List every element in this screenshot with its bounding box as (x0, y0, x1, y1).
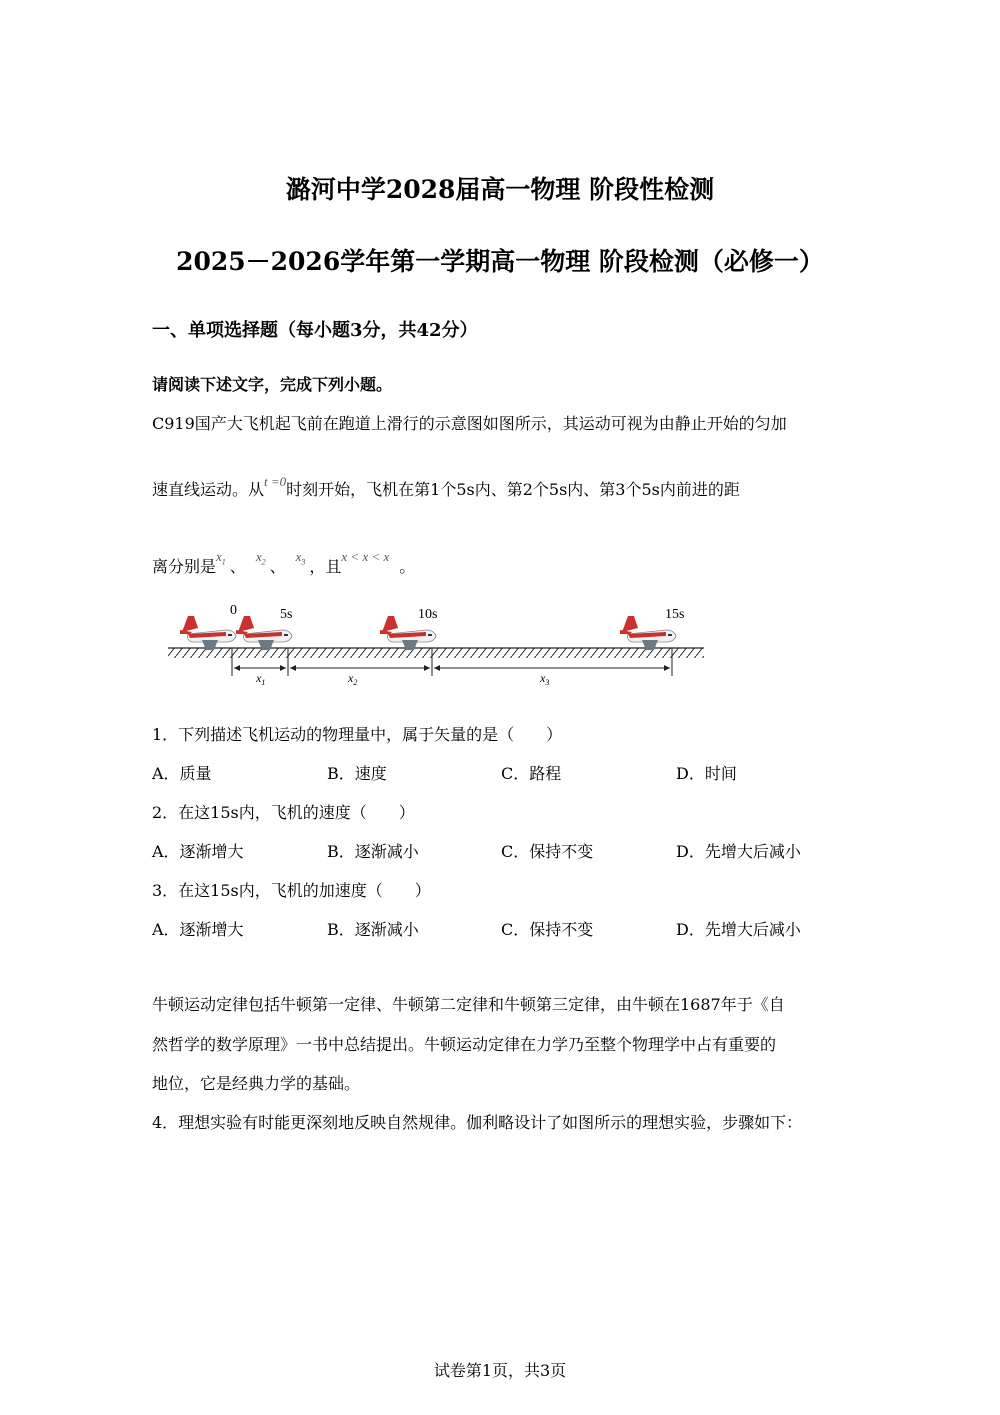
q3-option-b[interactable]: B．逐渐减小 (327, 920, 419, 939)
passage-text: ，且 (309, 557, 342, 576)
q2-option-d[interactable]: D．先增大后减小 (676, 842, 801, 861)
math-x2: x2 (255, 549, 266, 567)
math-x3: x3 (295, 549, 306, 567)
ground-hatching (168, 648, 704, 658)
time-label-10s: 10s (418, 607, 438, 622)
q1-option-a[interactable]: A．质量 (152, 764, 212, 783)
q1-option-d[interactable]: D．时间 (676, 764, 737, 783)
passage-line-1: C919国产大飞机起飞前在跑道上滑行的示意图如图所示，其运动可视为由静止开始的匀加 (152, 414, 787, 433)
passage-text: 离分别是 (152, 557, 217, 576)
time-label-5s: 5s (280, 607, 293, 622)
segment-label-x3: $x_3$ (540, 671, 550, 687)
passage2-line-1: 牛顿运动定律包括牛顿第一定律、牛顿第二定律和牛顿第三定律，由牛顿在1687年于《自 (152, 995, 785, 1014)
q3-option-c[interactable]: C．保持不变 (501, 920, 594, 939)
runway-figure (160, 596, 720, 692)
q1-option-b[interactable]: B．速度 (327, 764, 387, 783)
passage-lead: 请阅读下述文字，完成下列小题。 (152, 375, 393, 394)
passage-text: 速直线运动。从 (152, 480, 265, 499)
exam-subtitle: 2025－2026学年第一学期高一物理 阶段检测（必修一） (176, 247, 824, 276)
q3-option-a[interactable]: A．逐渐增大 (152, 920, 244, 939)
q2-option-a[interactable]: A．逐渐增大 (152, 842, 244, 861)
passage-line-3 (152, 549, 416, 578)
math-x1: x1 (216, 549, 226, 567)
passage2-line-3: 地位，它是经典力学的基础。 (152, 1074, 361, 1093)
passage-line-2 (152, 474, 740, 500)
q1-option-c[interactable]: C．路程 (501, 764, 562, 783)
q2-option-c[interactable]: C．保持不变 (501, 842, 594, 861)
plane-icon (180, 616, 236, 650)
segment-label-x1: $x_1$ (256, 671, 266, 687)
page-footer: 试卷第1页，共3页 (433, 1361, 567, 1380)
question-3-stem: 3．在这15s内，飞机的加速度（ ） (152, 881, 431, 900)
question-4-stem: 4．理想实验有时能更深刻地反映自然规律。伽利略设计了如图所示的理想实验，步骤如下： (152, 1113, 803, 1132)
segment-label-x2: $x_2$ (348, 671, 358, 687)
passage2-line-2: 然哲学的数学原理》一书中总结提出。牛顿运动定律在力学乃至整个物理学中占有重要的 (152, 1035, 777, 1054)
q2-option-b[interactable]: B．逐渐减小 (327, 842, 419, 861)
q3-option-d[interactable]: D．先增大后减小 (676, 920, 801, 939)
separator: 、 (229, 557, 246, 576)
separator: 、 (269, 557, 286, 576)
math-inequality: x < x < x (341, 549, 390, 564)
exam-title: 潞河中学2028届高一物理 阶段性检测 (285, 175, 715, 204)
section-heading: 一、单项选择题（每小题3分，共42分） (152, 320, 478, 341)
question-2-stem: 2．在这15s内，飞机的速度（ ） (152, 803, 415, 822)
time-label-15s: 15s (665, 607, 685, 622)
time-label-0: 0 (230, 603, 237, 618)
passage-text: 时刻开始，飞机在第1个5s内、第2个5s内、第3个5s内前进的距 (286, 480, 740, 499)
question-1-stem: 1．下列描述飞机运动的物理量中，属于矢量的是（ ） (152, 725, 563, 744)
math-t0: t =0 (264, 474, 287, 489)
passage-text: 。 (399, 557, 416, 576)
